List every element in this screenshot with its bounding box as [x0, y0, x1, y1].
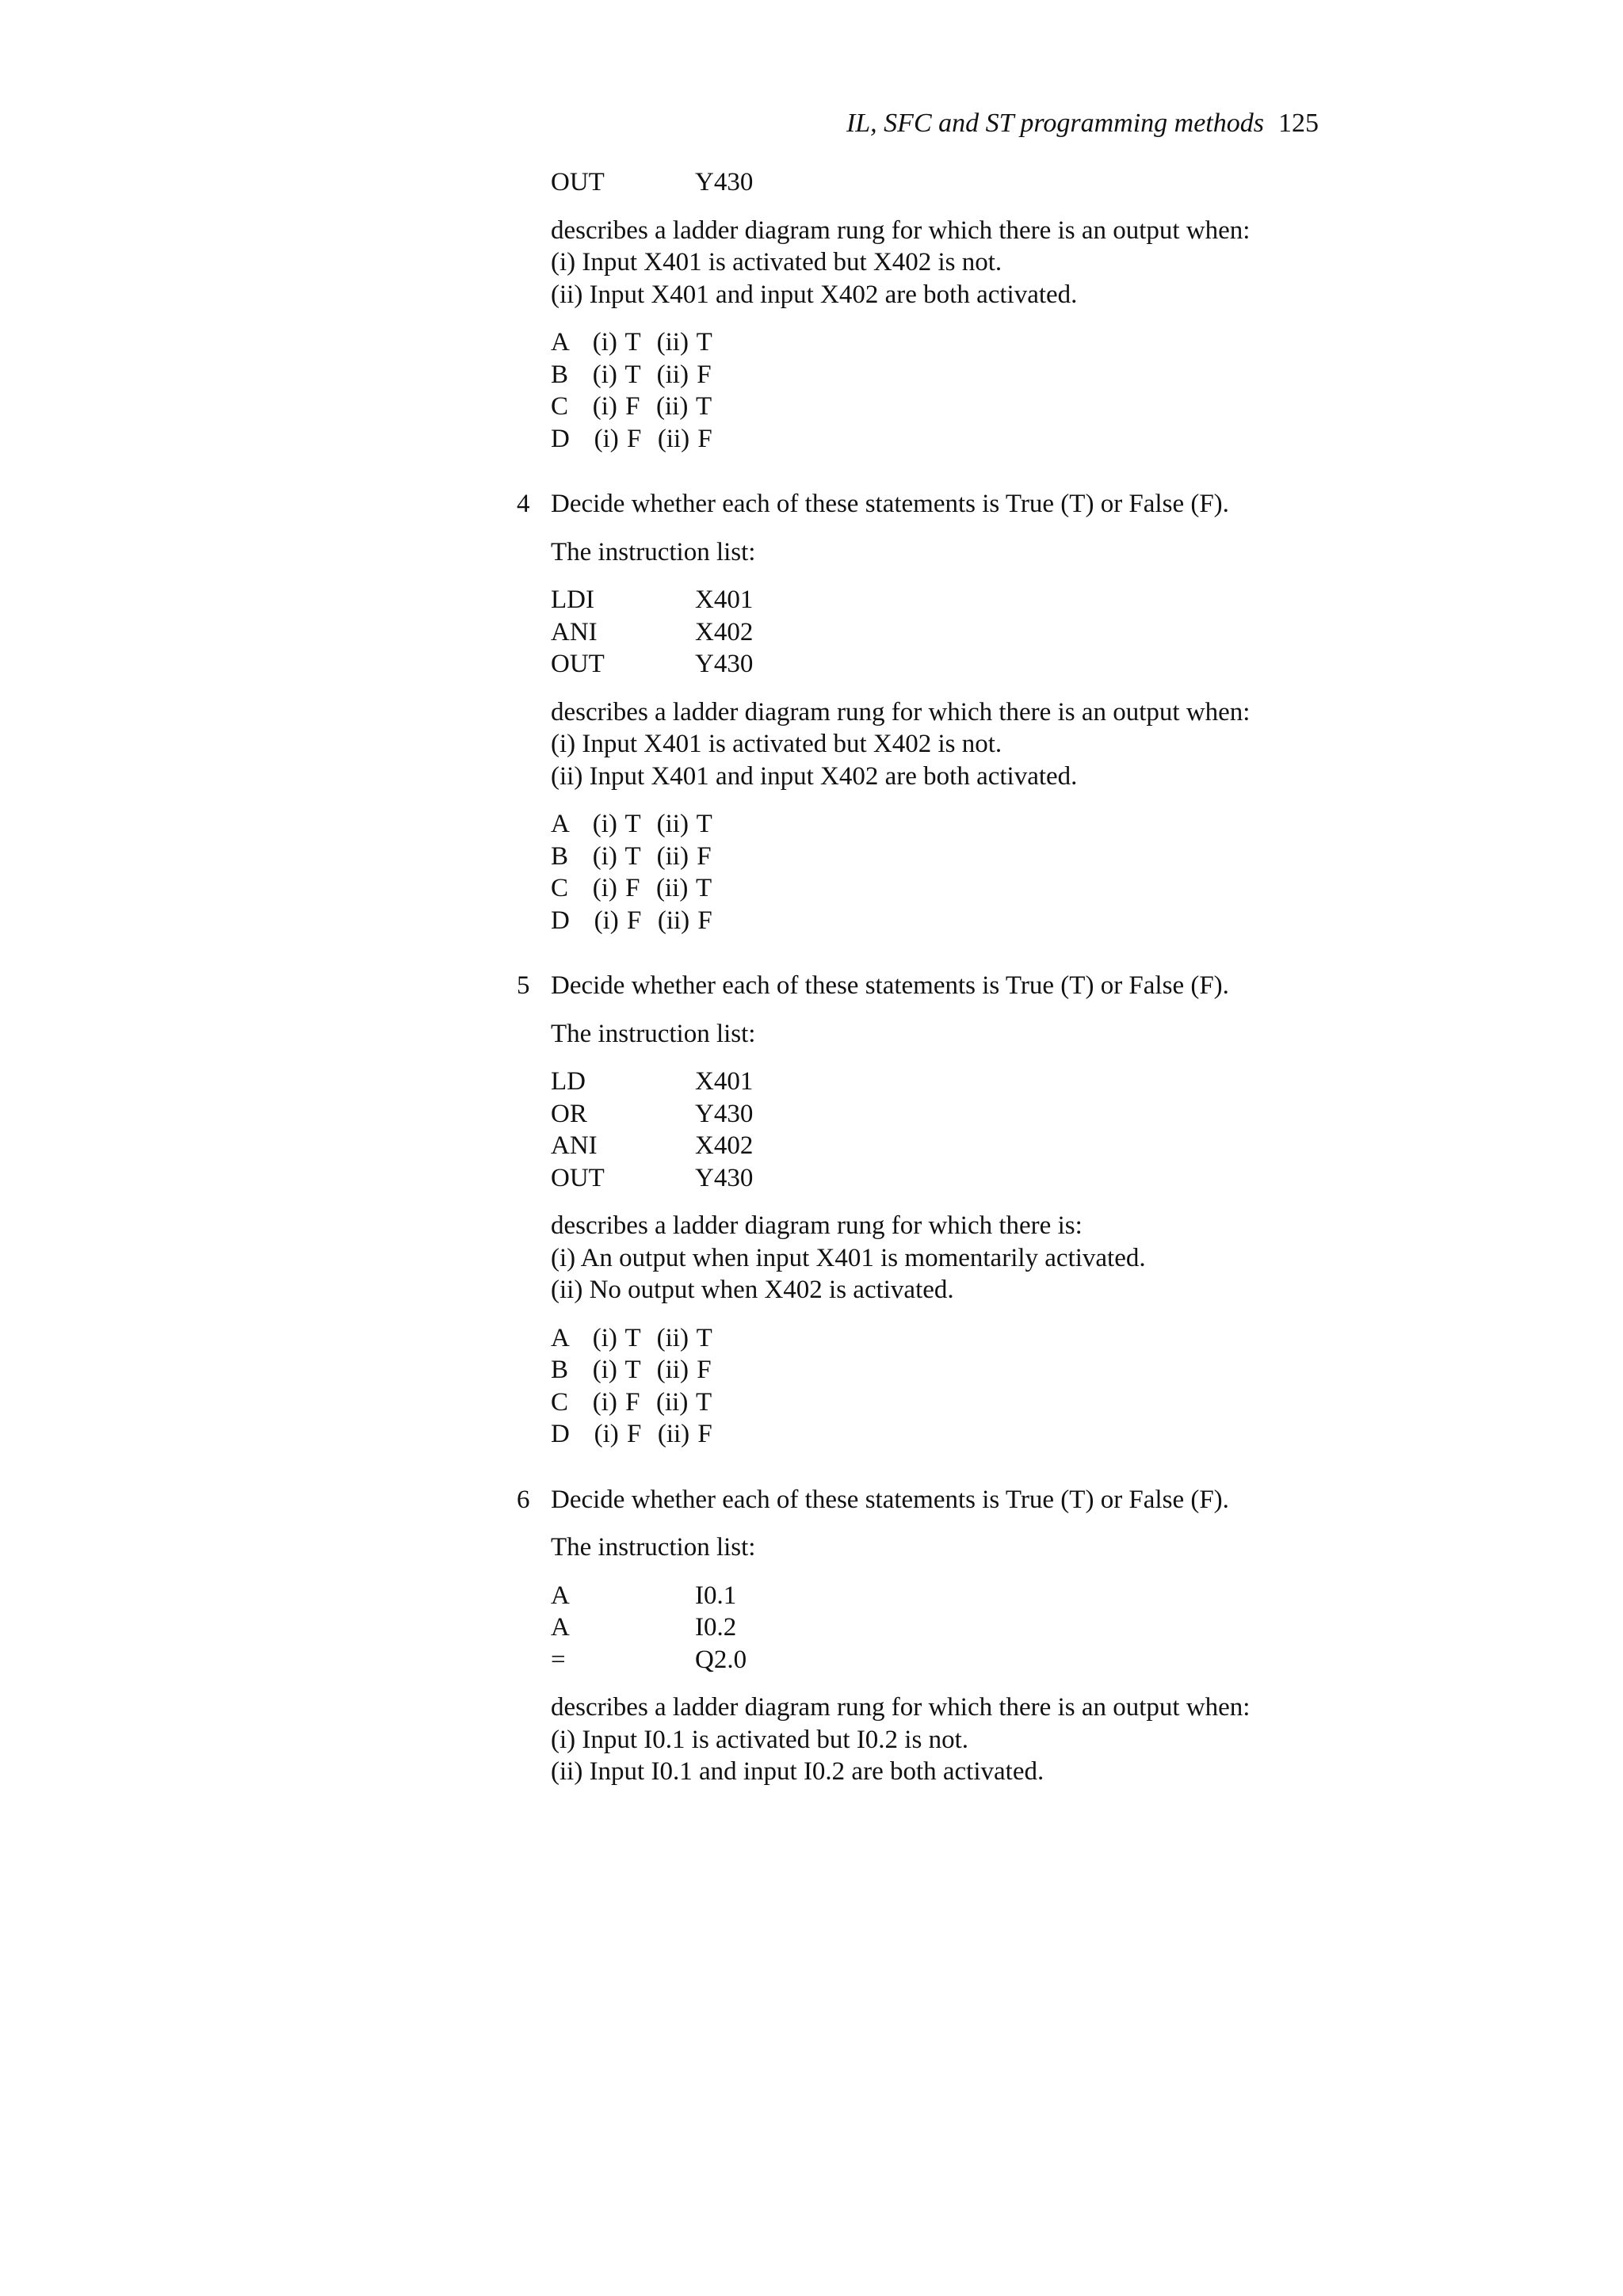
question-4 [517, 488, 1388, 521]
code-row [551, 616, 1388, 649]
question-prompt: Decide whether each of these statements is True (T) or False (F). [551, 490, 1229, 518]
question-6-intro [551, 1531, 1388, 1564]
code-op: ANI [551, 1131, 598, 1160]
code-op: LD [551, 1067, 586, 1096]
code-arg: Y430 [695, 168, 754, 196]
question-6 [517, 1484, 1388, 1516]
description-line: describes a ladder diagram rung for which there is: [551, 1211, 1083, 1240]
code-op: A [551, 1581, 570, 1610]
code-op: LDI [551, 585, 594, 614]
code-arg: X401 [695, 585, 754, 614]
code-row [551, 648, 1388, 681]
code-arg: X402 [695, 1131, 754, 1160]
description-line: (ii) Input X401 and input X402 are both activated. [551, 280, 1078, 309]
instruction-list-intro: The instruction list: [551, 537, 756, 566]
code-row [551, 166, 1388, 199]
description-line: describes a ladder diagram rung for which there is an output when: [551, 215, 1251, 245]
code-op: ANI [551, 617, 598, 646]
description-line: (i) Input I0.1 is activated but I0.2 is not. [551, 1725, 968, 1754]
running-head [792, 105, 1319, 143]
answer-option: A (i) T (ii) T [551, 810, 712, 838]
code-op: OUT [551, 1163, 605, 1192]
question-4-code [551, 584, 1388, 681]
code-op: OR [551, 1099, 587, 1128]
code-arg: X402 [695, 617, 754, 646]
question-number: 4 [517, 490, 530, 518]
code-arg: Y430 [695, 650, 754, 678]
description-line: (i) Input X401 is activated but X402 is not. [551, 248, 1002, 277]
question-6-code [551, 1580, 1388, 1676]
code-arg: Y430 [695, 1163, 754, 1192]
code-row [551, 1644, 1388, 1676]
question-4-description [551, 696, 1388, 793]
code-arg: Y430 [695, 1099, 754, 1128]
code-arg: I0.2 [695, 1613, 737, 1642]
code-arg: I0.1 [695, 1581, 737, 1610]
instruction-list-intro: The instruction list: [551, 1019, 756, 1048]
code-op: OUT [551, 168, 605, 196]
question-6-description [551, 1691, 1388, 1788]
question-5-description [551, 1210, 1388, 1306]
code-op: A [551, 1613, 570, 1642]
code-row [551, 1580, 1388, 1612]
question-5-options [551, 1322, 1388, 1451]
question-5-code [551, 1066, 1388, 1194]
code-row [551, 1611, 1388, 1644]
description-line: (ii) Input X401 and input X402 are both activated. [551, 761, 1078, 791]
description-line: (ii) No output when X402 is activated. [551, 1276, 954, 1304]
description-line: describes a ladder diagram rung for which there is an output when: [551, 697, 1251, 727]
question-4-options [551, 808, 1388, 936]
description-line: describes a ladder diagram rung for which there is an output when: [551, 1693, 1251, 1722]
question-number: 6 [517, 1485, 530, 1514]
code-row [551, 584, 1388, 616]
question-number: 5 [517, 971, 530, 1000]
question-prompt: Decide whether each of these statements is True (T) or False (F). [551, 1485, 1229, 1514]
code-row [551, 1098, 1388, 1131]
answer-option: D (i) F (ii) F [551, 906, 712, 935]
answer-option: C (i) F (ii) T [551, 392, 712, 421]
question-prompt: Decide whether each of these statements is True (T) or False (F). [551, 971, 1229, 1000]
code-row [551, 1130, 1388, 1162]
code-row [551, 1066, 1388, 1098]
answer-option: D (i) F (ii) F [551, 1420, 712, 1448]
answer-option: B (i) T (ii) F [551, 1356, 712, 1384]
description-line: (i) An output when input X401 is momentarily activated. [551, 1243, 1146, 1272]
code-op: OUT [551, 650, 605, 678]
answer-option: B (i) T (ii) F [551, 841, 712, 871]
continuation-code [551, 166, 1388, 199]
answer-option: B (i) T (ii) F [551, 360, 712, 389]
answer-option: A (i) T (ii) T [551, 328, 712, 357]
question-5 [517, 970, 1388, 1002]
running-head-title: IL, SFC and ST programming methods [846, 109, 1264, 138]
page-content [517, 166, 1388, 1804]
instruction-list-intro: The instruction list: [551, 1533, 756, 1562]
question-4-intro [551, 536, 1388, 569]
code-arg: Q2.0 [695, 1645, 747, 1674]
continuation-options [551, 326, 1388, 455]
answer-option: A (i) T (ii) T [551, 1323, 712, 1352]
question-5-intro [551, 1018, 1388, 1051]
description-line: (i) Input X401 is activated but X402 is not. [551, 730, 1002, 758]
code-arg: X401 [695, 1067, 754, 1096]
answer-option: D (i) F (ii) F [551, 424, 712, 453]
page-number: 125 [1278, 109, 1319, 138]
code-op: = [551, 1645, 566, 1674]
continuation-description [551, 215, 1388, 311]
description-line: (ii) Input I0.1 and input I0.2 are both activated. [551, 1757, 1044, 1786]
code-row [551, 1162, 1388, 1195]
answer-option: C (i) F (ii) T [551, 874, 712, 902]
answer-option: C (i) F (ii) T [551, 1387, 712, 1417]
